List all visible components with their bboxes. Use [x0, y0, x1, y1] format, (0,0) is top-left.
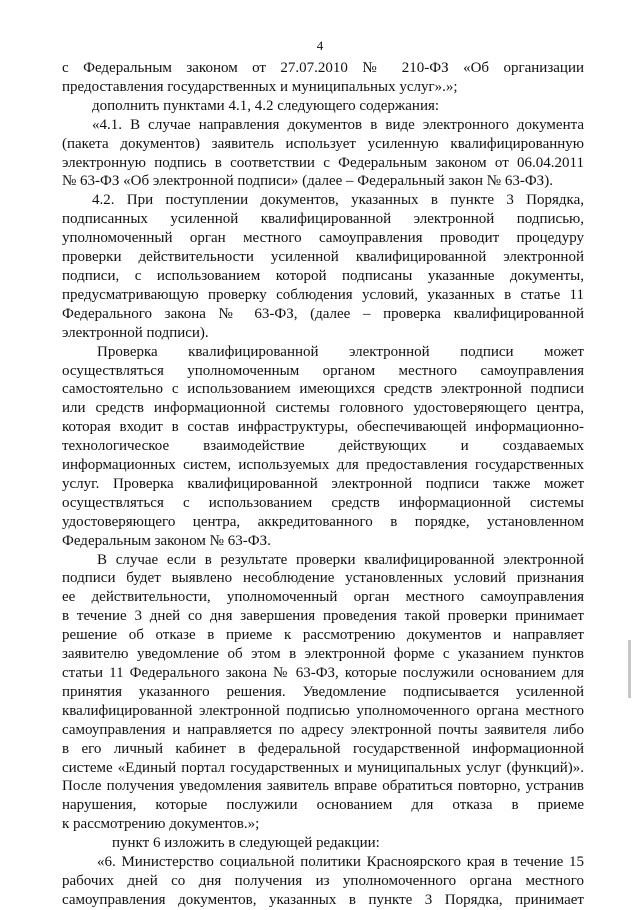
text-line: осуществляться уполномоченным органом местного самоуправления — [62, 362, 584, 379]
text-line: проверки действительности усиленной квалифицированной электронной — [62, 249, 584, 266]
text-line: пункт 6 изложить в следующей редакции: — [112, 835, 380, 852]
text-line: осуществляться с использованием средств информационной системы — [62, 494, 584, 511]
text-line: В случае если в результате проверки квалифицированной электронной — [97, 551, 584, 568]
text-line: 4.2. При поступлении документов, указанных в пункте 3 Порядка, — [92, 192, 584, 209]
text-line: самоуправления и направляется по адресу электронной почты заявителя либо — [62, 721, 584, 738]
text-line: услуг. Проверка квалифицированной электронной подписи также может — [62, 475, 584, 492]
text-line: технологическое взаимодействие действующих и создаваемых — [62, 438, 584, 455]
text-line: предоставления государственных и муниципальных услуг».»; — [62, 78, 458, 95]
text-line: заявителю уведомление об этом в электронной форме с указанием пунктов — [62, 646, 584, 663]
text-line: самостоятельно с использованием имеющихся средств электронной подписи — [62, 381, 584, 398]
text-line: информационных систем, используемых для предоставления государственных — [62, 457, 584, 474]
text-line: системе «Единый портал государственных и муниципальных услуг (функций)». — [62, 759, 584, 776]
text-line: Федерального закона № 63-ФЗ, (далее – проверка квалифицированной — [62, 305, 584, 322]
text-line: подписи будет выявлено несоблюдение установленных условий признания — [62, 570, 584, 587]
text-line: подписанных усиленной квалифицированной электронной подписью, — [62, 211, 584, 228]
text-line: предусматривающую проверку соблюдения условий, указанных в статье 11 — [62, 286, 584, 303]
text-line: Проверка квалифицированной электронной подписи может — [97, 343, 584, 360]
text-line: рабочих дней со дня получения из уполномоченного органа местного — [62, 872, 584, 889]
text-line: электронную подпись в соответствии с Федеральным законом от 06.04.2011 — [62, 154, 584, 171]
text-line: решение об отказе в приеме к рассмотрению документов и направляет — [62, 627, 584, 644]
text-line: квалифицированной электронной подписью уполномоченного органа местного — [62, 702, 584, 719]
text-line: которая входит в состав инфраструктуры, обеспечивающей информационно- — [62, 419, 584, 436]
scan-margin-mark — [628, 640, 631, 698]
text-line: или средств информационной системы головного удостоверяющего центра, — [62, 400, 584, 417]
text-line: После получения уведомления заявитель вправе обратиться повторно, устранив — [62, 778, 584, 795]
text-line: с Федеральным законом от 27.07.2010 № 210-ФЗ «Об организации — [62, 60, 584, 76]
text-line: (пакета документов) заявитель использует усиленную квалифицированную — [62, 135, 584, 152]
text-line: к рассмотрению документов.»; — [62, 816, 260, 833]
text-line: № 63-ФЗ «Об электронной подписи» (далее – Федеральный закон № 63-ФЗ). — [62, 173, 553, 190]
text-line: статьи 11 Федерального закона № 63-ФЗ, которые послужили основанием для — [62, 665, 584, 681]
text-line: в его личный кабинет в федеральной государственной информационной — [62, 740, 584, 757]
page-number: 4 — [316, 38, 324, 53]
text-line: ее действительности, уполномоченный орган местного самоуправления — [62, 589, 584, 606]
text-line: «6. Министерство социальной политики Красноярского края в течение 15 — [97, 854, 584, 871]
text-line: самоуправления документов, указанных в пункте 3 Порядка, принимает — [62, 891, 584, 908]
text-line: уполномоченный орган местного самоуправления проводит процедуру — [62, 230, 584, 247]
text-line: нарушения, которые послужили основанием для отказа в приеме — [62, 797, 584, 814]
text-line: в течение 3 дней со дня завершения проведения такой проверки принимает — [62, 608, 584, 625]
text-line: удостоверяющего центра, аккредитованного в порядке, установленном — [62, 513, 584, 530]
text-line: электронной подписи). — [62, 324, 209, 341]
text-line: «4.1. В случае направления документов в виде электронного документа — [92, 116, 584, 133]
text-line: подписи, с использованием которой подписаны указанные документы, — [62, 267, 584, 284]
text-line: принятия указанного решения. Уведомление подписывается усиленной — [62, 683, 584, 700]
text-line: Федеральным законом № 63-ФЗ. — [62, 532, 271, 549]
document-body — [62, 59, 584, 910]
text-line: дополнить пунктами 4.1, 4.2 следующего содержания: — [92, 97, 440, 114]
